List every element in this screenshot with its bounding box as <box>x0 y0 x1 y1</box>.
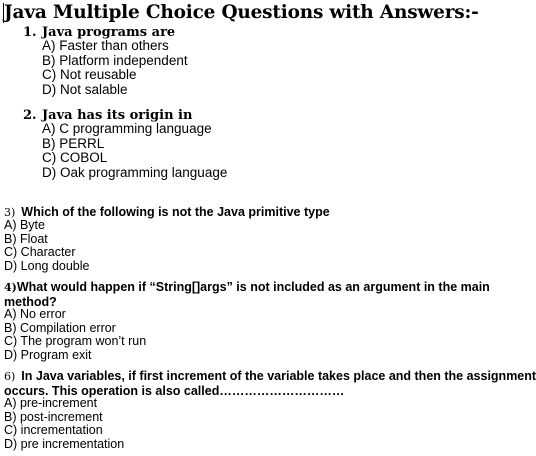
option-b: B) Platform independent <box>42 52 188 68</box>
option-c: C) incrementation <box>4 423 103 438</box>
option-a: A) pre-increment <box>4 396 98 410</box>
option-c: C) Not reusable <box>42 67 137 82</box>
question-6-text-line1: In Java variables, if first increment of the variable takes place and then the assignment <box>21 369 536 383</box>
question-2-options <box>42 122 227 180</box>
option-b: B) PERRL <box>42 135 105 151</box>
option-a: A) Byte <box>4 218 45 232</box>
option-a: A) No error <box>4 307 66 321</box>
question-4-number: 4) <box>4 281 17 294</box>
question-2-text: Java has its origin in <box>42 108 193 123</box>
option-d: D) Not salable <box>42 81 128 97</box>
page-title: Java Multiple Choice Questions with Answers:- <box>4 2 479 23</box>
question-3-text: Which of the following is not the Java primitive type <box>21 205 330 219</box>
option-c: C) COBOL <box>42 150 108 165</box>
option-b: B) Compilation error <box>4 320 116 335</box>
option-d: D) Long double <box>4 258 90 273</box>
question-4-text-line2: method? <box>4 295 57 309</box>
question-3-options <box>4 219 89 273</box>
question-1-number: 1. <box>23 25 37 40</box>
option-d: D) Program exit <box>4 347 92 362</box>
option-d: D) pre incrementation <box>4 436 125 451</box>
option-a: A) C programming language <box>42 121 212 136</box>
option-c: C) Character <box>4 245 76 260</box>
question-3-number: 3) <box>4 206 16 219</box>
option-a: A) Faster than others <box>42 38 169 53</box>
question-6 <box>4 369 536 399</box>
option-b: B) post-increment <box>4 409 103 424</box>
question-6-text-line2: occurs. This operation is also called………………………… <box>4 384 345 398</box>
option-c: C) The program won’t run <box>4 334 147 349</box>
question-4 <box>4 280 490 310</box>
option-b: B) Float <box>4 231 48 246</box>
question-6-options <box>4 397 124 451</box>
question-4-options <box>4 308 146 362</box>
question-3 <box>4 205 330 220</box>
question-2-number: 2. <box>23 108 37 123</box>
question-4-text-line1: What would happen if “String[]args” is not included as an argument in the main <box>16 280 490 294</box>
question-6-number: 6) <box>4 370 16 383</box>
question-1-options <box>42 39 188 97</box>
option-d: D) Oak programming language <box>42 164 228 180</box>
question-1-text: Java programs are <box>42 25 176 40</box>
